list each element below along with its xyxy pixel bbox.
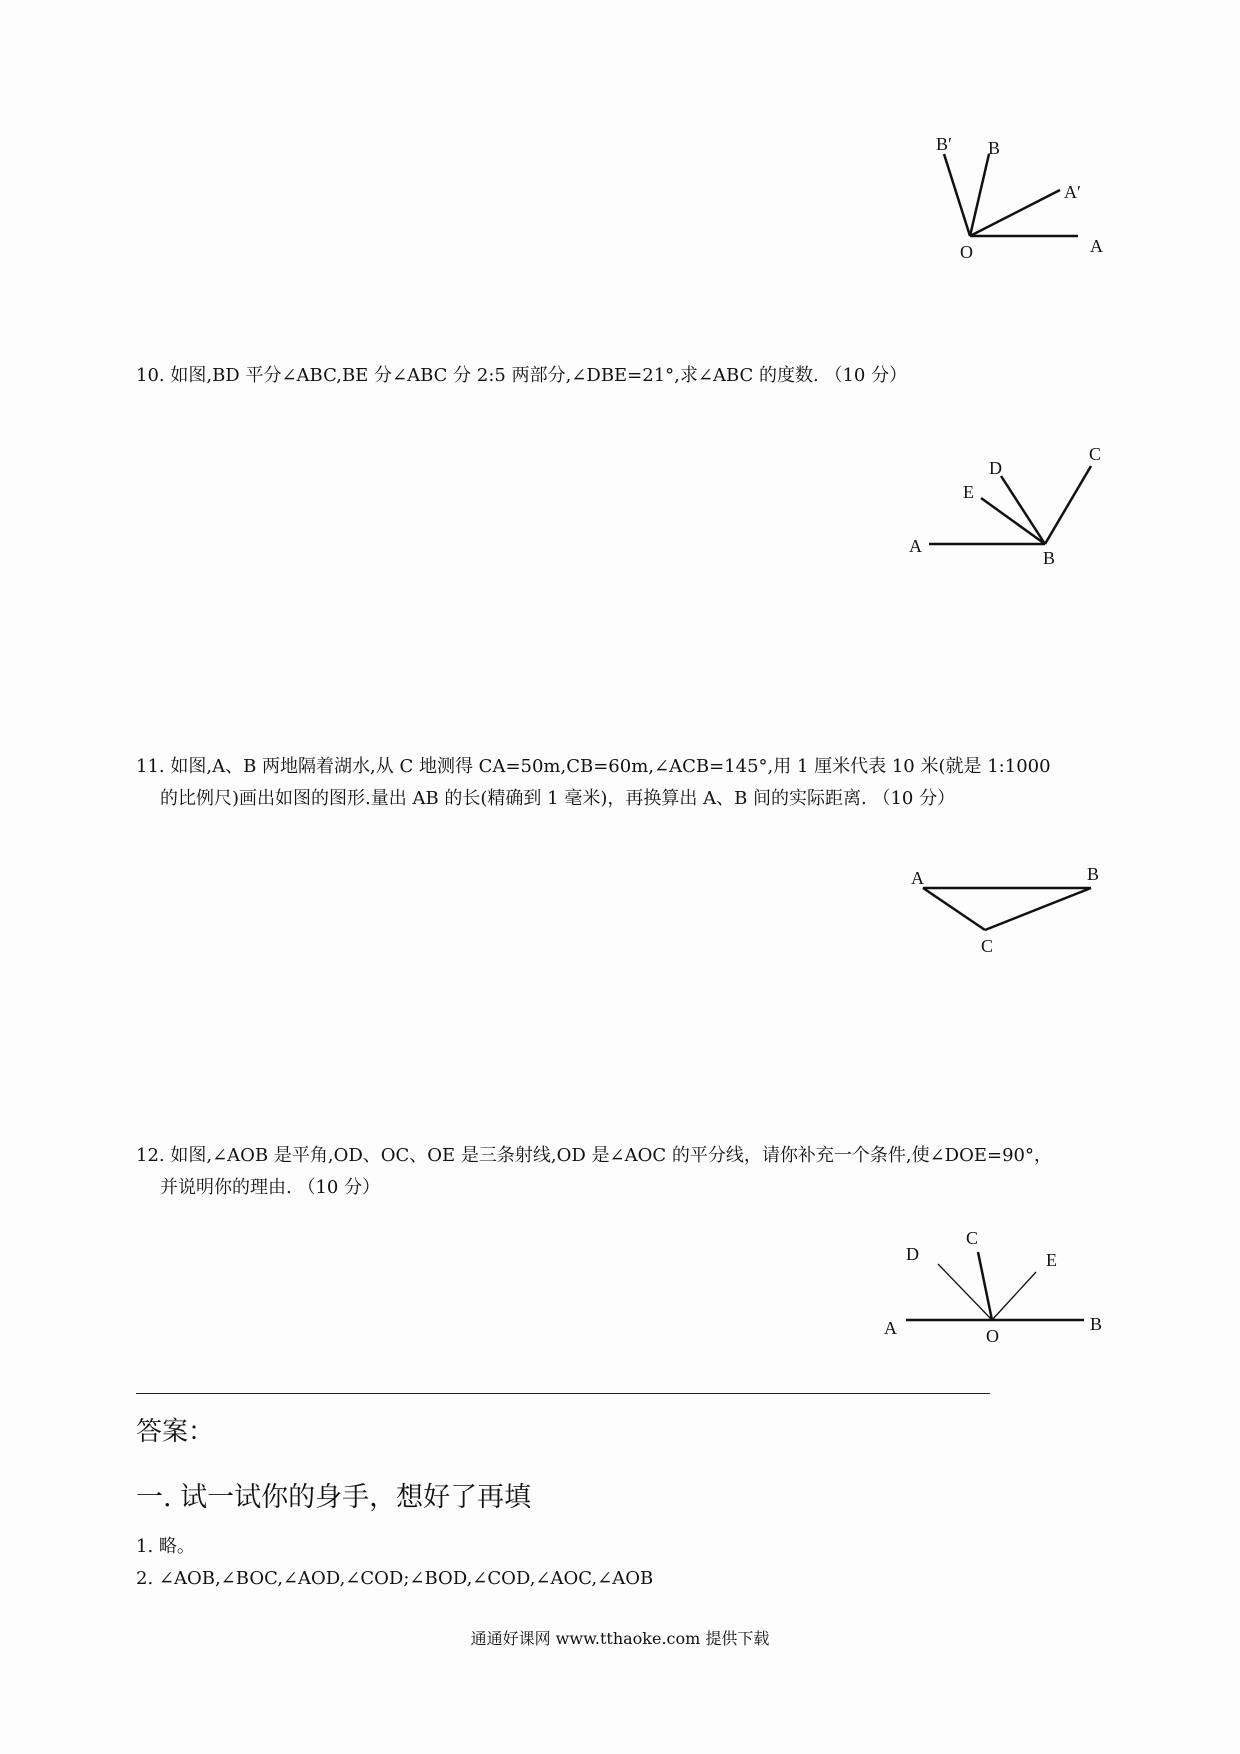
label-a-prime: A′	[1064, 182, 1081, 202]
figure-q11	[905, 860, 1125, 960]
question-10-text: 10. 如图,BD 平分∠ABC,BE 分∠ABC 分 2:5 两部分,∠DBE=21°,求∠ABC 的度数. （10 分）	[136, 365, 908, 386]
label-o: O	[986, 1326, 999, 1346]
ray-o-e	[992, 1272, 1036, 1320]
question-11	[136, 751, 1136, 815]
ray-o-b	[970, 154, 989, 236]
answers-title: 答案：	[136, 1417, 215, 1447]
label-b: B	[988, 138, 1001, 158]
answer-2: 2. ∠AOB,∠BOC,∠AOD,∠COD;∠BOD,∠COD,∠AOC,∠AOB	[136, 1568, 654, 1589]
ray-b-c	[1045, 466, 1091, 544]
question-12-line-1: 12. 如图,∠AOB 是平角,OD、OC、OE 是三条射线,OD 是∠AOC 的平分线，请你补充一个条件,使∠DOE=90°，	[136, 1145, 1052, 1166]
answer-divider	[136, 1393, 990, 1394]
label-c: C	[966, 1228, 979, 1248]
label-a: A	[911, 868, 924, 888]
question-10	[136, 360, 1136, 392]
label-b: B	[1090, 1314, 1103, 1334]
label-d: D	[989, 458, 1002, 478]
label-e: E	[963, 482, 974, 502]
label-c: C	[1089, 444, 1102, 464]
label-a: A	[884, 1318, 897, 1338]
label-a: A	[1090, 236, 1103, 256]
segment-cb	[985, 888, 1091, 930]
label-b: B	[1043, 548, 1056, 568]
label-b-prime: B′	[936, 134, 952, 154]
figure-q10	[905, 438, 1125, 578]
label-c: C	[981, 936, 994, 956]
question-11-line-2: 的比例尺)画出如图的图形.量出 AB 的长(精确到 1 毫米)，再换算出 A、B 间的实际距离. （10 分）	[160, 788, 956, 809]
answers-section-1-title: 一. 试一试你的身手，想好了再填	[136, 1482, 532, 1513]
ray-o-c	[978, 1252, 992, 1320]
ray-b-e	[981, 498, 1045, 544]
question-12	[136, 1140, 1136, 1204]
figure-q9	[920, 120, 1120, 270]
ray-o-aprime	[970, 190, 1060, 236]
label-o: O	[960, 242, 973, 262]
label-e: E	[1046, 1250, 1057, 1270]
page-footer: 通通好课网 www.tthaoke.com 提供下载	[470, 1629, 770, 1648]
ray-o-d	[938, 1264, 992, 1320]
question-12-line-2: 并说明你的理由. （10 分）	[160, 1177, 381, 1198]
label-a: A	[909, 536, 922, 556]
answer-1: 1. 略。	[136, 1536, 195, 1557]
ray-b-d	[1001, 476, 1045, 544]
figure-q12	[880, 1220, 1120, 1350]
label-d: D	[906, 1244, 919, 1264]
ray-o-bprime	[944, 154, 970, 236]
segment-ac	[923, 888, 985, 930]
question-11-line-1: 11. 如图,A、B 两地隔着湖水,从 C 地测得 CA=50m,CB=60m,∠ACB=145°,用 1 厘米代表 10 米(就是 1:1000	[136, 756, 1051, 777]
label-b: B	[1087, 864, 1100, 884]
